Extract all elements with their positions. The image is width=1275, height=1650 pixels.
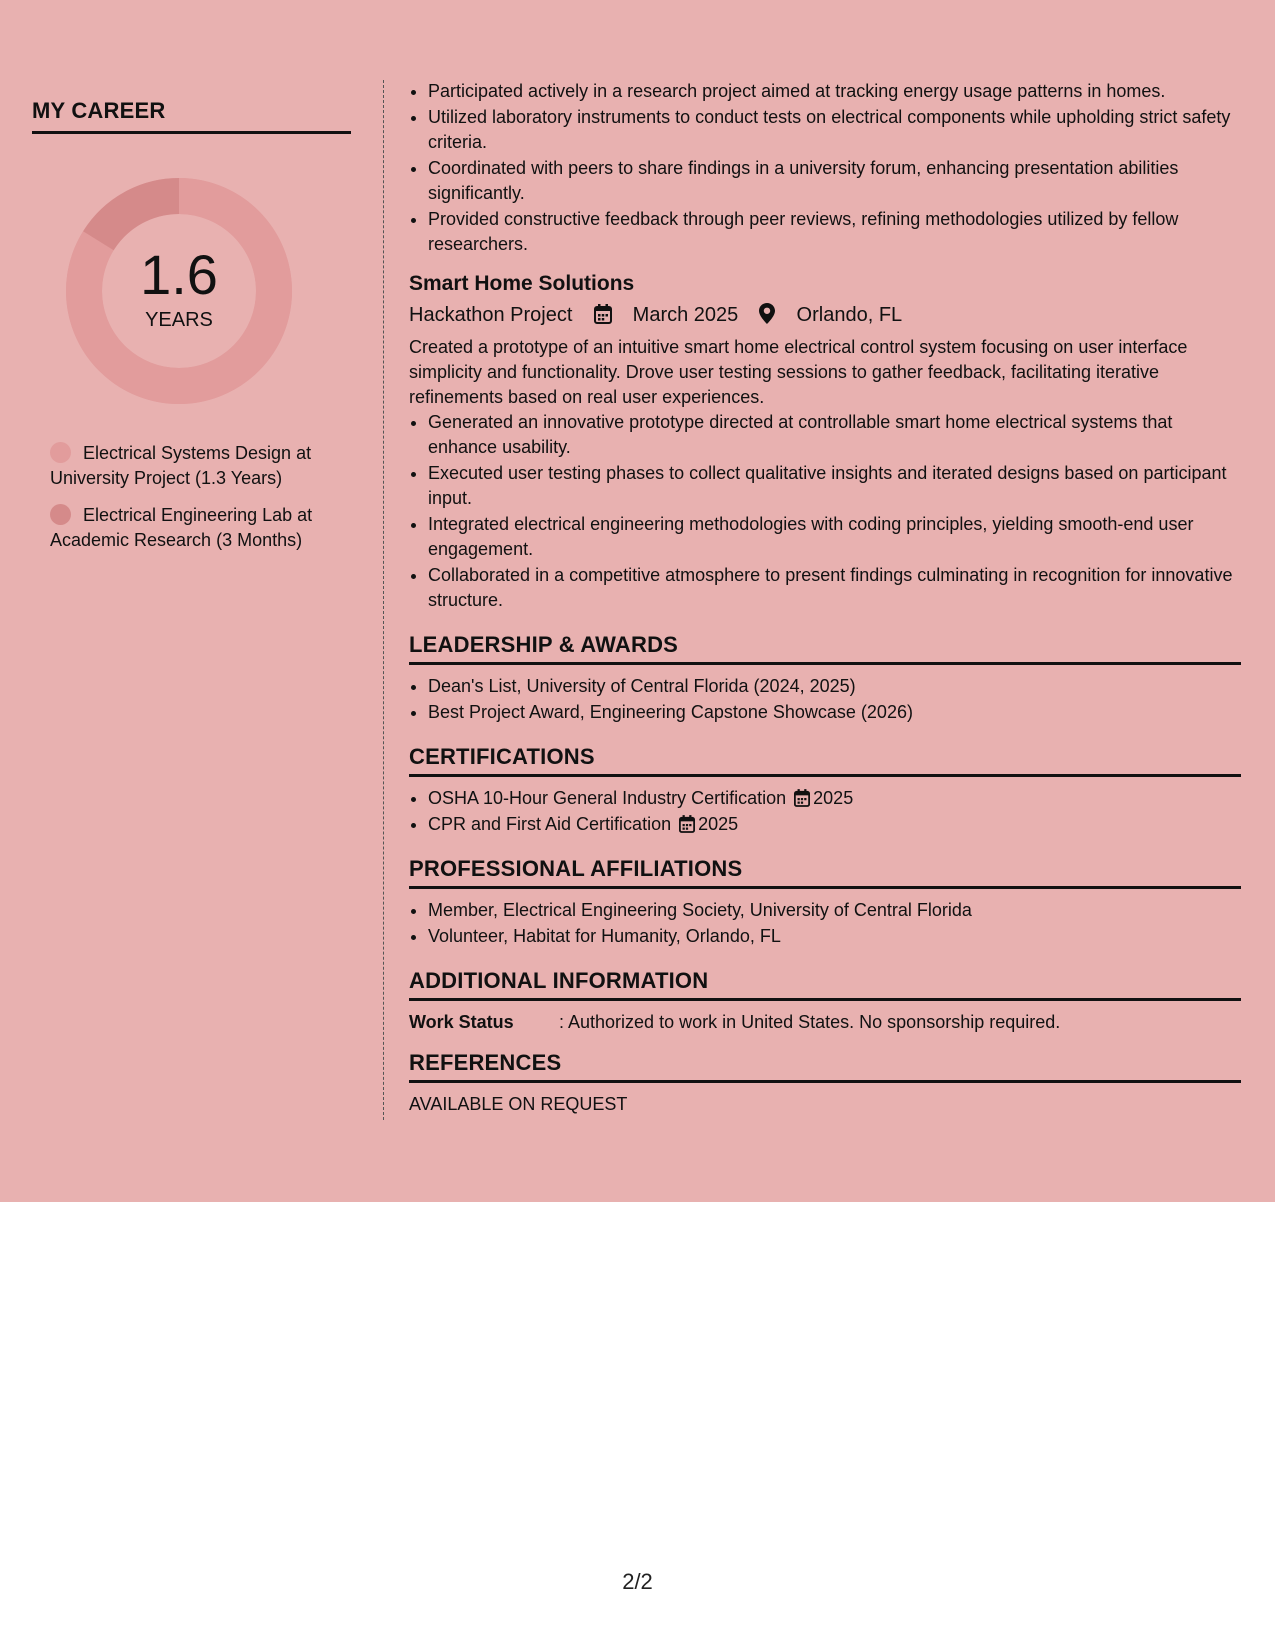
section-title: PROFESSIONAL AFFILIATIONS <box>409 856 743 881</box>
list-item: • Coordinated with peers to share findings in a university forum, enhancing presentation abilities significantly. <box>428 156 1241 206</box>
legend-dot-systems-design <box>50 442 71 463</box>
list-item: • Best Project Award, Engineering Capstone Showcase (2026) <box>428 700 1241 725</box>
cert-year: 2025 <box>698 814 739 834</box>
list-item: • Dean's List, University of Central Florida (2024, 2025) <box>428 674 1241 699</box>
section-rule <box>409 886 1241 889</box>
entry-meta <box>409 301 1241 329</box>
certifications-list <box>409 786 1241 837</box>
entry-title: Smart Home Solutions <box>409 272 635 295</box>
list-item: • Volunteer, Habitat for Humanity, Orlando, FL <box>428 924 1241 949</box>
leadership-list <box>409 674 1241 725</box>
list-item: • Integrated electrical engineering methodologies with coding principles, yielding smooth-end user engagement. <box>428 512 1241 562</box>
affiliations-list <box>409 898 1241 949</box>
section-title: LEADERSHIP & AWARDS <box>409 632 679 657</box>
legend-dot-engineering-lab <box>50 504 71 525</box>
section-rule <box>409 1080 1241 1083</box>
cert-date <box>794 788 853 808</box>
legend-label: Electrical Engineering Lab at Academic Research (3 Months) <box>50 505 313 550</box>
entry-role: Hackathon Project <box>409 304 573 326</box>
work-status-value: : Authorized to work in United States. No sponsorship required. <box>559 1012 1061 1032</box>
section-leadership <box>409 631 1241 725</box>
work-status-label: Work Status <box>409 1012 514 1032</box>
legend-label: Electrical Systems Design at University Project (1.3 Years) <box>50 443 312 488</box>
section-additional-info <box>409 967 1241 1035</box>
entry-location: Orlando, FL <box>796 304 903 326</box>
total-years-unit: YEARS <box>145 309 213 331</box>
list-item: • Member, Electrical Engineering Society, University of Central Florida <box>428 898 1241 923</box>
column-divider <box>383 80 384 1120</box>
donut-segment-engineering-lab <box>98 196 179 241</box>
total-years-value: 1.6 <box>140 243 218 306</box>
career-donut-chart <box>65 177 293 405</box>
list-item: • Participated actively in a research project aimed at tracking energy usage patterns in homes. <box>428 79 1241 104</box>
cert-date <box>679 814 738 834</box>
map-pin-icon <box>759 303 775 324</box>
legend-item <box>50 441 351 491</box>
list-item: • Executed user testing phases to collect qualitative insights and iterated designs based on participant input. <box>428 461 1241 511</box>
work-status-row <box>409 1010 1241 1035</box>
cert-name: OSHA 10-Hour General Industry Certification <box>428 788 787 808</box>
calendar-icon <box>679 815 695 833</box>
list-item <box>428 786 1241 811</box>
section-title: REFERENCES <box>409 1050 562 1075</box>
calendar-icon <box>594 304 612 324</box>
section-title: ADDITIONAL INFORMATION <box>409 968 709 993</box>
section-rule <box>409 774 1241 777</box>
entry-bullets <box>409 410 1241 613</box>
page-number: 2/2 <box>622 1569 653 1594</box>
section-references <box>409 1049 1241 1117</box>
list-item: • Provided constructive feedback through peer reviews, refining methodologies utilized by fellow researchers. <box>428 207 1241 257</box>
section-rule <box>409 662 1241 665</box>
cert-year: 2025 <box>813 788 854 808</box>
section-affiliations <box>409 855 1241 949</box>
section-certifications <box>409 743 1241 837</box>
previous-entry-bullets <box>409 79 1241 257</box>
career-heading-rule <box>32 131 351 134</box>
cert-name: CPR and First Aid Certification <box>428 814 672 834</box>
list-item <box>428 812 1241 837</box>
legend-item <box>50 503 351 553</box>
list-item: • Utilized laboratory instruments to conduct tests on electrical components while upholding strict safety criteria. <box>428 105 1241 155</box>
list-item: • Generated an innovative prototype directed at controllable smart home electrical systems that enhance usability. <box>428 410 1241 460</box>
entry-description: Created a prototype of an intuitive smart home electrical control system focusing on user interface simplicity and functionality. Drove user testing sessions to gather feedback, facilitating iterative refinements based on real user experiences. <box>409 337 1188 407</box>
section-rule <box>409 998 1241 1001</box>
list-item: • Collaborated in a competitive atmosphere to present findings culminating in recognition for innovative structure. <box>428 563 1241 613</box>
entry-date: March 2025 <box>632 304 739 326</box>
main-column <box>409 79 1241 1117</box>
references-text: AVAILABLE ON REQUEST <box>409 1094 628 1114</box>
sidebar <box>32 96 351 565</box>
calendar-icon <box>794 789 810 807</box>
career-legend <box>50 441 351 553</box>
career-heading: MY CAREER <box>32 98 166 123</box>
section-title: CERTIFICATIONS <box>409 744 595 769</box>
